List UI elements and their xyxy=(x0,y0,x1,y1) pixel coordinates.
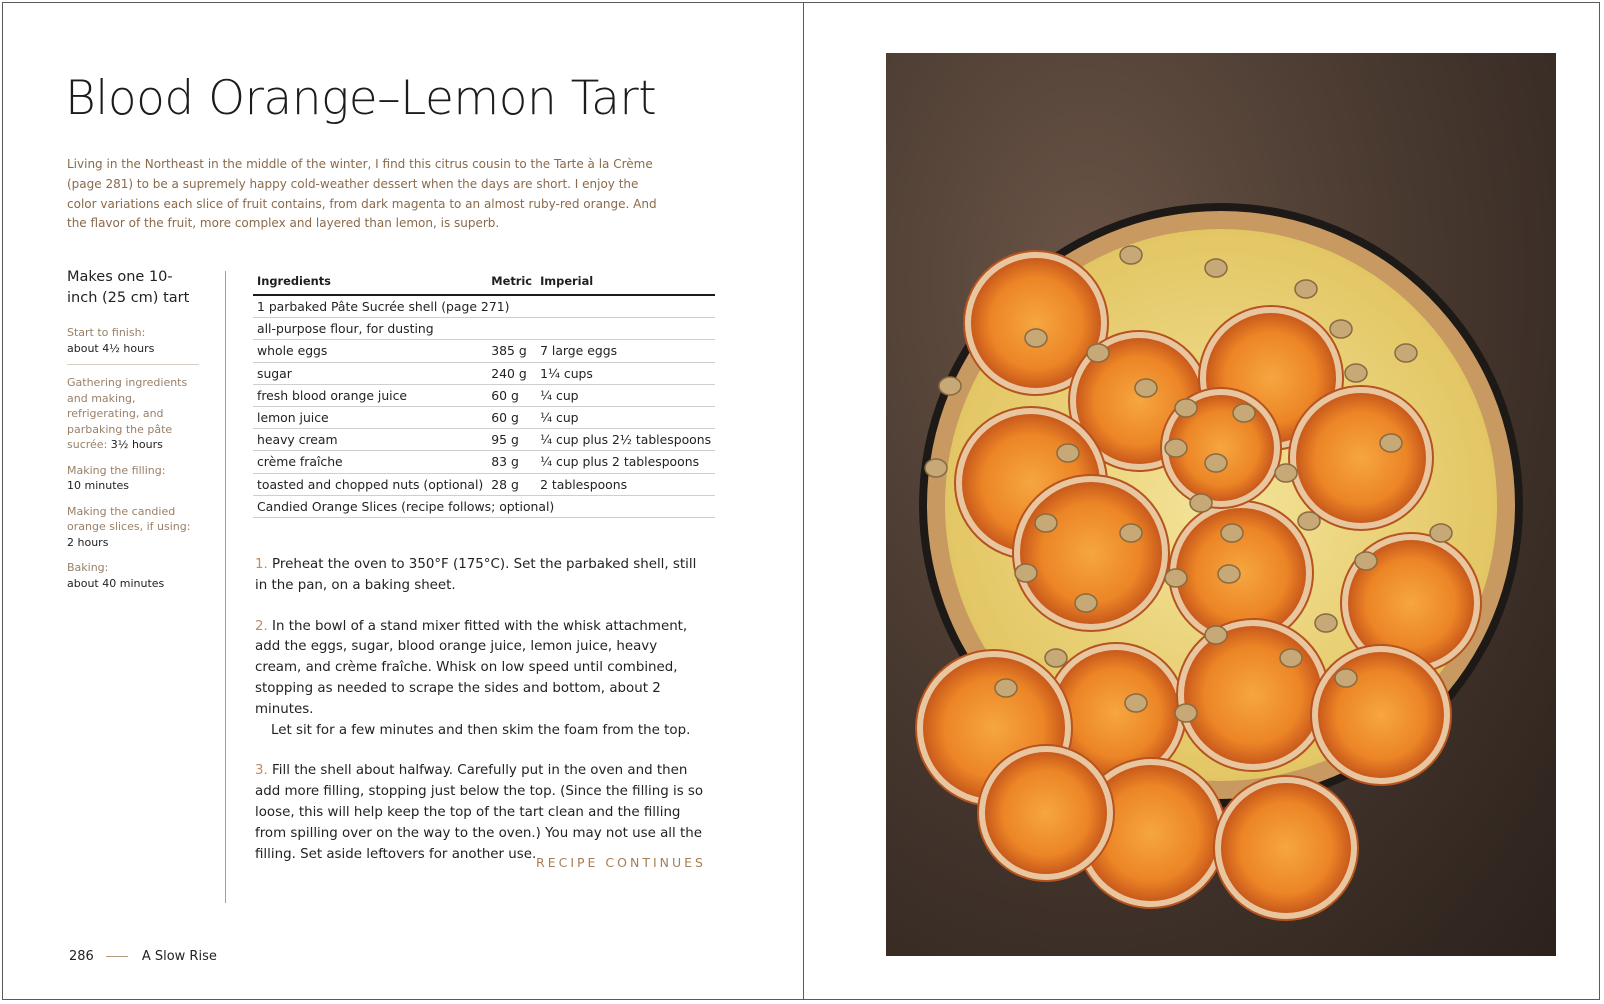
ingredient-name: whole eggs xyxy=(253,340,487,362)
hazelnut xyxy=(939,377,961,395)
step-3 xyxy=(255,761,707,865)
step-text: In the bowl of a stand mixer fitted with the whisk attachment, add the eggs, sugar, blood orange juice, lemon juice, heavy cream, and crème fraîche. Whisk on low speed until combined, stopping as needed to scrape the sides and bottom, about 2 minutes. xyxy=(255,618,688,717)
hazelnut xyxy=(1057,444,1079,462)
hazelnut xyxy=(1205,454,1227,472)
ingredient-name: crème fraîche xyxy=(253,451,487,473)
ingredient-metric: 385 g xyxy=(487,340,536,362)
table-row xyxy=(253,295,715,318)
ingredient-imperial: 2 tablespoons xyxy=(536,473,715,495)
recipe-continues-link[interactable]: RECIPE CONTINUES xyxy=(536,855,706,870)
hazelnut xyxy=(1345,364,1367,382)
hazelnut xyxy=(1335,669,1357,687)
tart-photo xyxy=(886,53,1556,956)
time-value: 10 minutes xyxy=(67,479,130,492)
step-subtext: Let sit for a few minutes and then skim the foam from the top. xyxy=(271,722,691,738)
hazelnut xyxy=(1087,344,1109,362)
hazelnut xyxy=(1190,494,1212,512)
column-header-ingredients: Ingredients xyxy=(253,269,487,295)
recipe-sidebar xyxy=(67,267,199,601)
table-row xyxy=(253,362,715,384)
table-row xyxy=(253,340,715,362)
hazelnut xyxy=(925,459,947,477)
time-item xyxy=(67,325,199,365)
time-label: Making the candied orange slices, if using: xyxy=(67,504,191,533)
time-value: about 4½ hours xyxy=(67,341,155,355)
ingredient-imperial: 7 large eggs xyxy=(536,340,715,362)
time-value: about 40 minutes xyxy=(67,576,165,590)
step-1 xyxy=(255,555,707,597)
ingredient-name: toasted and chopped nuts (optional) xyxy=(253,473,487,495)
step-number: 3. xyxy=(255,763,268,779)
ingredient-metric: 83 g xyxy=(487,451,536,473)
step-text: Fill the shell about halfway. Carefully put in the oven and then add more filling, stopping just below the top. (Since the filling is so loose, this will help keep the top of the tart clean and the filling from spilling over on the way to the oven.) You may not use all the filling. Set aside leftovers for another use. xyxy=(255,763,704,862)
ingredient-imperial: 1¼ cups xyxy=(536,362,715,384)
hazelnut xyxy=(1233,404,1255,422)
hazelnut xyxy=(1165,569,1187,587)
hazelnut xyxy=(1315,614,1337,632)
ingredient-name: lemon juice xyxy=(253,406,487,428)
ingredient-imperial: ¼ cup plus 2½ tablespoons xyxy=(536,429,715,451)
recipe-intro: Living in the Northeast in the middle of the winter, I find this citrus cousin to the Tarte à la Crème (page 281) to be a supremely happy cold-weather dessert when the days are short. I enjoy the color variations each slice of fruit contains, from dark magenta to an almost ruby-red orange. And the flavor of the fruit, more complex and layered than lemon, is superb. xyxy=(67,157,657,231)
hazelnut xyxy=(1165,439,1187,457)
hazelnut xyxy=(1295,280,1317,298)
hazelnut xyxy=(995,679,1017,697)
ingredient-metric: 95 g xyxy=(487,429,536,451)
sidebar-divider xyxy=(225,271,226,903)
time-label xyxy=(67,375,199,453)
hazelnut xyxy=(1205,626,1227,644)
column-header-imperial: Imperial xyxy=(536,269,715,295)
hazelnut xyxy=(1280,649,1302,667)
ingredient-name: sugar xyxy=(253,362,487,384)
hazelnut xyxy=(1025,329,1047,347)
hazelnut xyxy=(1135,379,1157,397)
hazelnut xyxy=(1221,524,1243,542)
hazelnut xyxy=(1120,246,1142,264)
time-item xyxy=(67,463,199,494)
book-title: A Slow Rise xyxy=(141,949,217,964)
hazelnut xyxy=(1430,524,1452,542)
orange-slice xyxy=(1177,619,1329,771)
time-value: 2 hours xyxy=(67,535,109,549)
ingredient-metric: 28 g xyxy=(487,473,536,495)
hazelnut xyxy=(1205,259,1227,277)
ingredient-imperial: ¼ cup xyxy=(536,406,715,428)
ingredient-name: fresh blood orange juice xyxy=(253,384,487,406)
time-item xyxy=(67,560,199,591)
ingredient-metric: 60 g xyxy=(487,406,536,428)
hazelnut xyxy=(1395,344,1417,362)
hazelnut xyxy=(1035,514,1057,532)
ingredient-name: Candied Orange Slices (recipe follows; optional) xyxy=(253,495,715,517)
table-row xyxy=(253,429,715,451)
step-number: 1. xyxy=(255,557,268,572)
recipe-title: Blood Orange–Lemon Tart xyxy=(65,71,657,126)
recipe-yield: Makes one 10-inch (25 cm) tart xyxy=(67,269,190,306)
hazelnut xyxy=(1015,564,1037,582)
orange-slice xyxy=(978,745,1114,881)
tart-illustration xyxy=(886,53,1556,956)
time-label: Baking: xyxy=(67,561,109,574)
time-item xyxy=(67,375,199,453)
ingredient-metric: 60 g xyxy=(487,384,536,406)
time-item xyxy=(67,504,199,551)
hazelnut xyxy=(1045,649,1067,667)
page-number: 286 xyxy=(69,949,94,964)
hazelnut xyxy=(1175,704,1197,722)
orange-slice xyxy=(1289,386,1433,530)
table-row xyxy=(253,384,715,406)
orange-slice xyxy=(1311,645,1451,785)
hazelnut xyxy=(1175,399,1197,417)
hazelnut xyxy=(1120,524,1142,542)
ingredient-imperial: ¼ cup xyxy=(536,384,715,406)
table-row xyxy=(253,473,715,495)
table-row xyxy=(253,318,715,340)
book-spread xyxy=(2,2,1600,1000)
time-label: Start to finish: xyxy=(67,326,146,339)
column-header-metric: Metric xyxy=(487,269,536,295)
hazelnut xyxy=(1380,434,1402,452)
page-gutter xyxy=(803,3,804,999)
ingredient-name: heavy cream xyxy=(253,429,487,451)
ingredient-imperial: ¼ cup plus 2 tablespoons xyxy=(536,451,715,473)
hazelnut xyxy=(1298,512,1320,530)
page-footer xyxy=(69,949,217,964)
hazelnut xyxy=(1075,594,1097,612)
hazelnut xyxy=(1355,552,1377,570)
step-text: Preheat the oven to 350°F (175°C). Set the parbaked shell, still in the pan, on a baking sheet. xyxy=(255,557,697,593)
table-row xyxy=(253,495,715,517)
footer-divider xyxy=(106,956,128,957)
ingredient-metric: 240 g xyxy=(487,362,536,384)
ingredient-name: 1 parbaked Pâte Sucrée shell (page 271) xyxy=(253,295,715,318)
ingredients-table xyxy=(253,269,715,518)
recipe-steps xyxy=(255,555,707,885)
hazelnut xyxy=(1125,694,1147,712)
hazelnut xyxy=(1275,464,1297,482)
hazelnut xyxy=(1218,565,1240,583)
table-row xyxy=(253,451,715,473)
step-number: 2. xyxy=(255,618,268,634)
ingredient-name: all-purpose flour, for dusting xyxy=(253,318,715,340)
time-label-text: Gathering ingredients and making, refrigerating, and parbaking the pâte sucrée: xyxy=(67,376,188,451)
step-2 xyxy=(255,617,707,742)
table-header-row xyxy=(253,269,715,295)
table-row xyxy=(253,406,715,428)
orange-slice xyxy=(1214,776,1358,920)
hazelnut xyxy=(1330,320,1352,338)
time-value: 3½ hours xyxy=(110,438,163,451)
time-label: Making the filling: xyxy=(67,463,166,477)
